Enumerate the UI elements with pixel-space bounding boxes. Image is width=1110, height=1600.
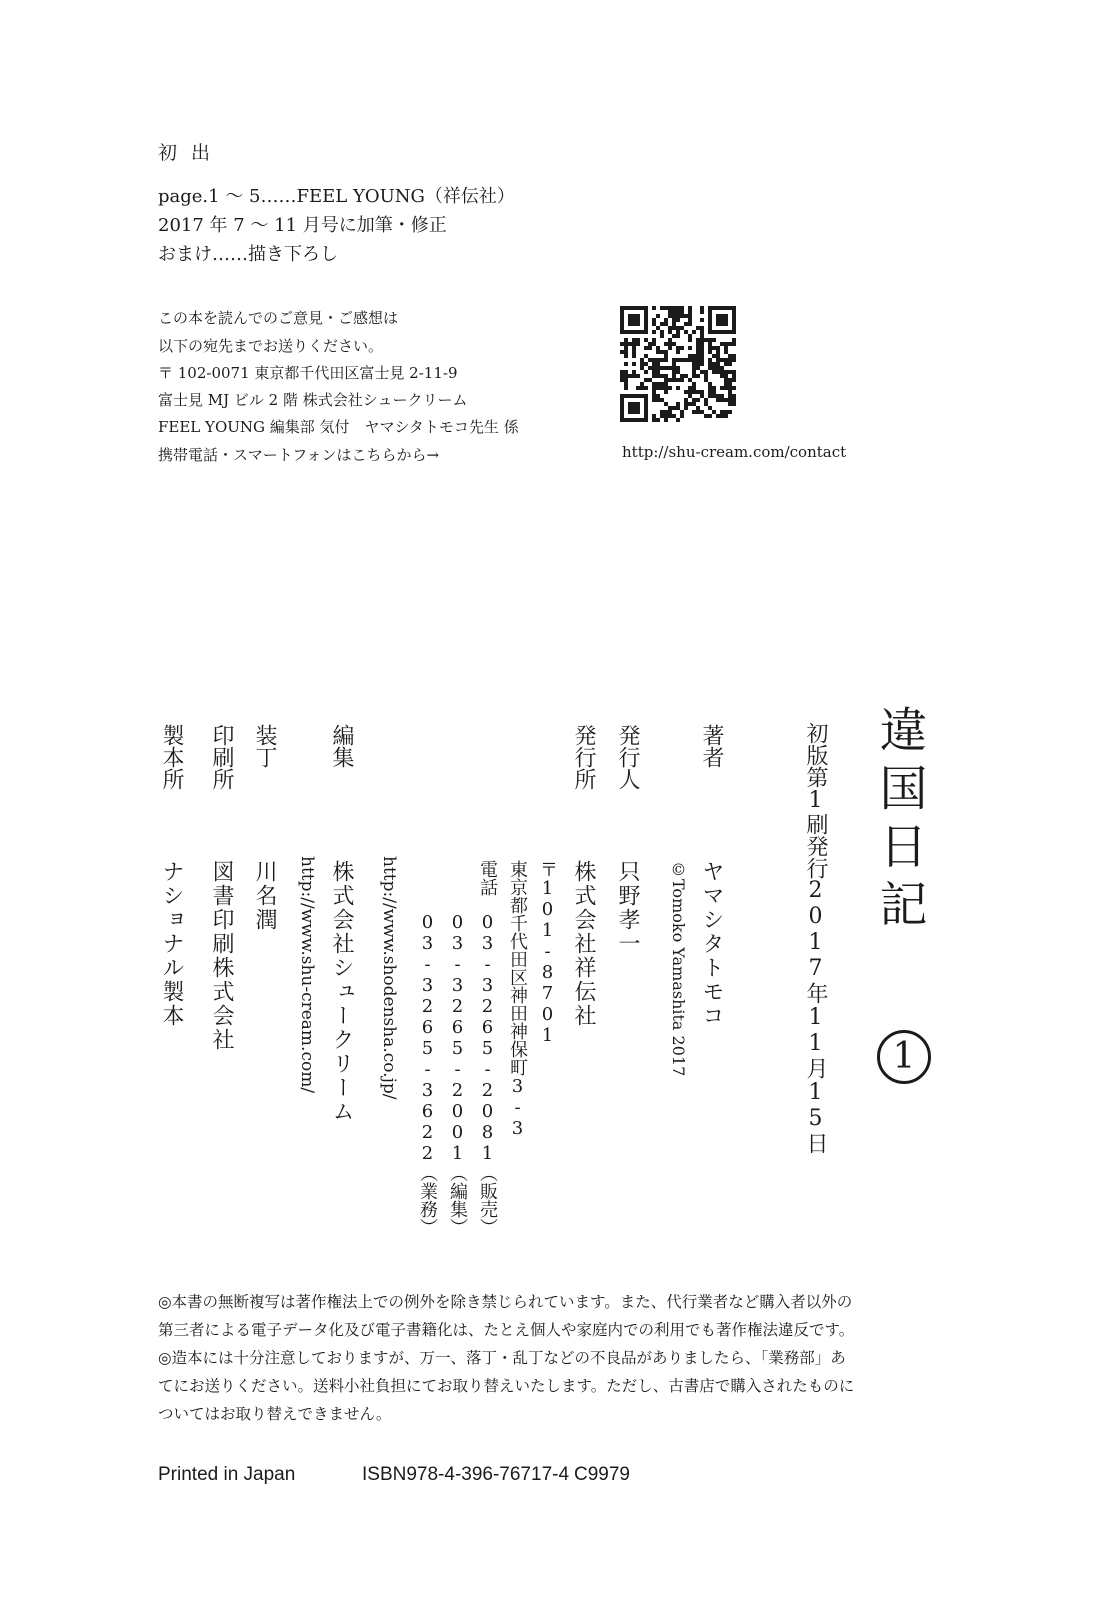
feedback-line: この本を読んでのご意見・ご感想は <box>158 309 399 327</box>
first-appearance-line: page.1 ～ 5……FEEL YOUNG（祥伝社） <box>158 186 515 207</box>
editor-label: 編集 <box>329 724 354 768</box>
isbn-code: ISBN978-4-396-76717-4 <box>362 1464 570 1485</box>
feedback-address-line: FEEL YOUNG 編集部 気付 ヤマシタトモコ先生 係 <box>158 418 519 436</box>
printed-in-japan: Printed in Japan <box>158 1464 296 1485</box>
edition-date: 2017年11月15日 <box>803 878 828 1155</box>
printer-label: 印刷所 <box>209 724 234 790</box>
publisher-label: 発行所 <box>571 724 596 790</box>
qr-code-icon[interactable] <box>620 306 736 422</box>
issuer-name: 只野孝一 <box>615 860 640 956</box>
first-appearance-title: 初 出 <box>158 142 215 164</box>
feedback-mobile-line: 携帯電話・スマートフォンはこちらから→ <box>158 446 440 464</box>
contact-url-link[interactable]: http://shu-cream.com/contact <box>622 443 847 461</box>
notice-line: ◎造本には十分注意しておりますが、万一、落丁・乱丁などの不良品がありましたら、「業務部」あ <box>158 1349 846 1367</box>
editor-url-link[interactable]: http://www.shu-cream.com/ <box>297 856 317 1094</box>
first-appearance-line: 2017 年 7 ～ 11 月号に加筆・修正 <box>158 215 447 236</box>
feedback-address-line: 〒 102-0071 東京都千代田区富士見 2-11-9 <box>158 364 458 382</box>
editor-name: 株式会社シュークリーム <box>329 860 354 1124</box>
phone-label: 電話 <box>477 860 498 896</box>
publisher-url-link[interactable]: http://www.shodensha.co.jp/ <box>379 856 399 1100</box>
feedback-address-line: 富士見 MJ ビル 2 階 株式会社シュークリーム <box>158 391 468 409</box>
edition-label: 初版第1刷発行 <box>803 722 828 879</box>
notice-line: ついてはお取り替えできません。 <box>158 1405 392 1423</box>
publisher-address: 東京都千代田区神田神保町3-3 <box>507 860 528 1139</box>
first-appearance-line: おまけ……描き下ろし <box>158 244 338 265</box>
notice-line: ◎本書の無断複写は著作権法上での例外を除き禁じられています。また、代行業者など購入者以外の <box>158 1293 853 1311</box>
book-title: 違国日記 <box>871 705 927 937</box>
phone-number-operations: 03-3265-3622（業務） <box>417 912 438 1236</box>
author-name: ヤマシタトモコ <box>699 860 724 1028</box>
publisher-postal-code: 〒101-8701 <box>537 860 558 1046</box>
feedback-line: 以下の宛先までお送りください。 <box>158 337 384 355</box>
designer-name: 川名潤 <box>252 860 277 932</box>
volume-number-badge <box>877 1030 931 1084</box>
notice-line: てにお送りください。送料小社負担にてお取り替えいたします。ただし、古書店で購入されたものに <box>158 1377 855 1395</box>
issuer-label: 発行人 <box>615 724 640 790</box>
copyright-notice: ©Tomoko Yamashita 2017 <box>669 860 688 1077</box>
c-code: C9979 <box>574 1464 630 1485</box>
printer-name: 図書印刷株式会社 <box>209 860 234 1052</box>
notice-line: 第三者による電子データ化及び電子書籍化は、たとえ個人や家庭内での利用でも著作権法違反です。 <box>158 1321 855 1339</box>
phone-number-editorial: 03-3265-2001（編集） <box>447 912 468 1236</box>
phone-number-sales: 03-3265-2081（販売） <box>477 912 498 1236</box>
volume-number: 1 <box>892 1036 916 1077</box>
design-label: 装丁 <box>252 724 277 768</box>
publisher-name: 株式会社祥伝社 <box>571 860 596 1028</box>
binder-label: 製本所 <box>159 724 184 790</box>
binder-name: ナショナル製本 <box>159 860 184 1028</box>
author-label: 著者 <box>699 724 724 768</box>
